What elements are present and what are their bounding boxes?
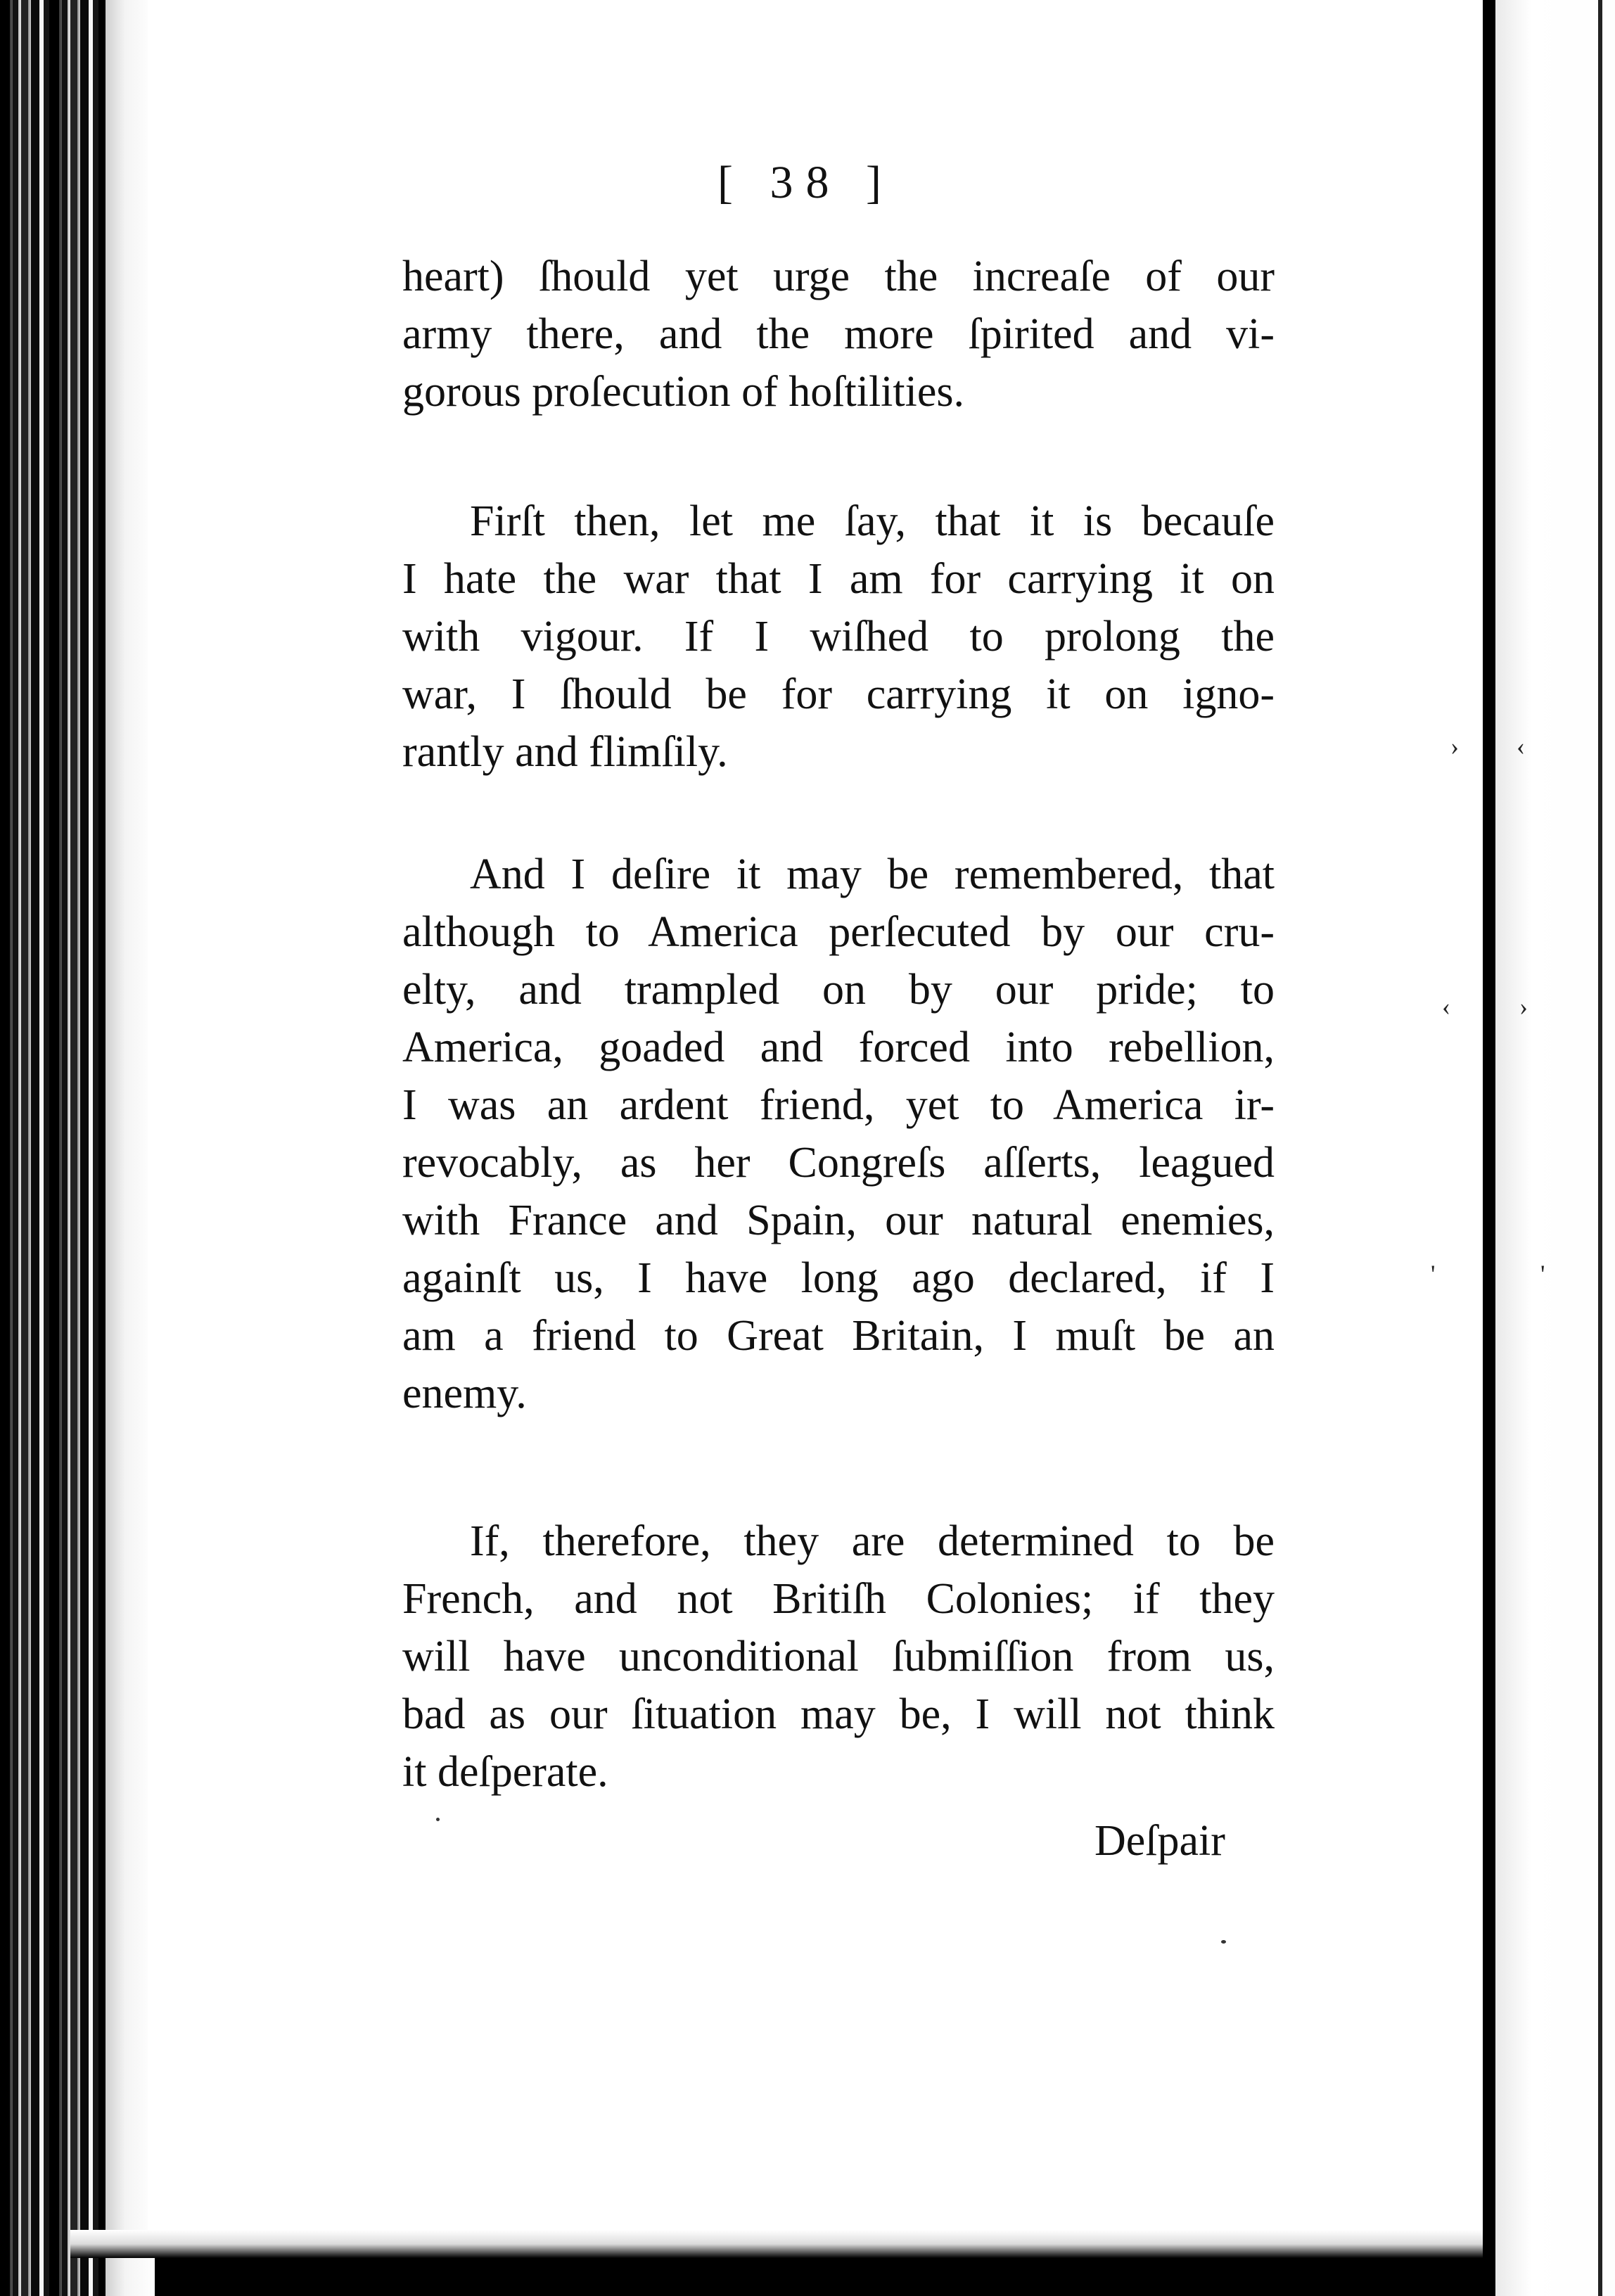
page-number: [ 38 ] — [717, 157, 894, 208]
text-line: war, I ſhould be for carrying it on igno- — [402, 670, 1275, 718]
text-line: revocably, as her Congreſs aſſerts, leagued — [402, 1139, 1275, 1187]
paragraph — [402, 492, 1275, 781]
text-line: Firſt then, let me ſay, that it is becauſe — [470, 497, 1275, 545]
show-through-mark: ' — [1431, 1260, 1436, 1288]
text-line: with France and Spain, our natural enemies, — [402, 1197, 1275, 1244]
text-line: I hate the war that I am for carrying it on — [402, 555, 1275, 603]
text-line: will have unconditional ſubmiſſion from us, — [402, 1633, 1275, 1680]
text-line: againſt us, I have long ago declared, if I — [402, 1254, 1275, 1302]
text-line: I was an ardent friend, yet to America ir- — [402, 1081, 1275, 1129]
text-line: am a friend to Great Britain, I muſt be an — [402, 1312, 1275, 1360]
text-line: heart) ſhould yet urge the increaſe of our — [402, 253, 1275, 300]
text-line: rantly and flimſily. — [402, 728, 728, 776]
text-line: And I deſire it may be remembered, that — [470, 850, 1275, 898]
text-line: gorous proſecution of hoſtilities. — [402, 368, 965, 416]
show-through-mark: ‹ — [1517, 732, 1525, 760]
text-line: enemy. — [402, 1370, 527, 1417]
page-bottom-edge — [70, 2230, 1484, 2258]
text-line: French, and not Britiſh Colonies; if they — [402, 1575, 1275, 1623]
paragraph — [402, 248, 1275, 421]
show-through-mark: › — [1519, 993, 1528, 1021]
show-through-mark: ‹ — [1442, 993, 1450, 1021]
paragraph — [402, 846, 1275, 1422]
paragraph — [402, 1512, 1275, 1801]
text-line: If, therefore, they are determined to be — [470, 1517, 1275, 1565]
ink-speck — [436, 1818, 440, 1821]
text-line: elty, and trampled on by our pride; to — [402, 966, 1275, 1014]
catchword: Deſpair — [1094, 1817, 1225, 1865]
show-through-mark: ' — [1540, 1260, 1545, 1288]
show-through-mark: › — [1450, 732, 1459, 760]
text-line: America, goaded and forced into rebellion, — [402, 1023, 1275, 1071]
facing-page-rule — [1598, 0, 1602, 2296]
text-line: although to America perſecuted by our cru- — [402, 908, 1275, 956]
text-line: bad as our ſituation may be, I will not think — [402, 1690, 1275, 1738]
text-line: with vigour. If I wiſhed to prolong the — [402, 613, 1275, 661]
text-line: it deſperate. — [402, 1748, 608, 1796]
page-divider — [1483, 0, 1495, 2296]
ink-speck — [1221, 1940, 1226, 1944]
text-line: army there, and the more ſpirited and vi- — [402, 310, 1275, 358]
facing-page-edge — [1495, 0, 1615, 2296]
